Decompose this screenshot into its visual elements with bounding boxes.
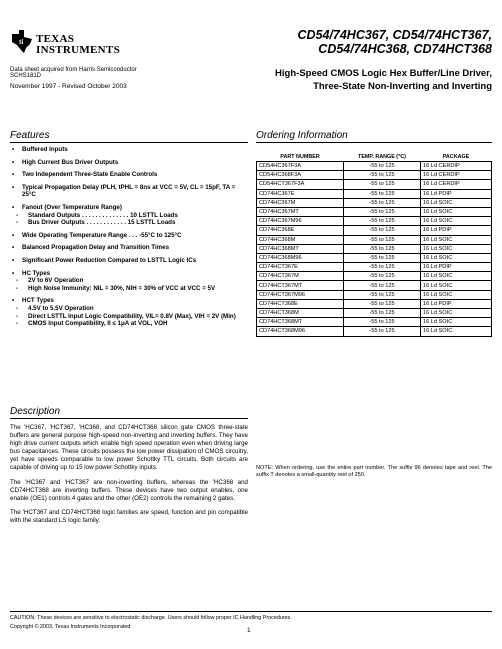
table-row (257, 253, 492, 262)
feature-subitem-text: 4.5V to 5.5V Operation (28, 304, 94, 312)
texas-state-icon (10, 28, 36, 54)
part-number-cell: CD74HC367MT (257, 207, 344, 216)
features-heading: Features (10, 130, 50, 141)
package-cell: 16 Ld SOIC (421, 290, 492, 299)
package-cell: 16 Ld SOIC (421, 272, 492, 281)
ordering-heading: Ordering Information (256, 130, 348, 141)
temp-range-cell: -55 to 125 (344, 189, 421, 198)
package-cell: 16 Ld SOIC (421, 217, 492, 226)
feature-item: • Significant Power Reduction Compared to LSTTL Logic ICs (10, 257, 248, 265)
part-number-cell: CD54HC367F3A (257, 162, 344, 171)
feature-subitem (10, 305, 248, 313)
table-row (257, 309, 492, 318)
features-rule (10, 142, 248, 143)
package-cell: 16 Ld CERDIP (421, 180, 492, 189)
temp-range-cell: -55 to 125 (344, 263, 421, 272)
brand-texas: TEXAS (36, 33, 75, 45)
revision-date: November 1997 - Revised October 2003 (10, 83, 127, 90)
column-header-package: PACKAGE (421, 144, 492, 162)
table-row (257, 281, 492, 290)
part-number-cell: CD54HCT367F3A (257, 180, 344, 189)
temp-range-cell: -55 to 125 (344, 207, 421, 216)
table-row (257, 327, 492, 336)
temp-range-cell: -55 to 125 (344, 198, 421, 207)
package-cell: 16 Ld SOIC (421, 198, 492, 207)
feature-subitem-text: Standard Outputs . . . . . . . . . . . . . . 10 LSTTL Loads (28, 211, 178, 219)
description-paragraph: The 'HCT367 and CD74HCT368 logic families are speed, function and pin compatible with the standard LS logic family. (10, 508, 248, 524)
package-cell: 16 Ld SOIC (421, 281, 492, 290)
page-number: 1 (247, 627, 251, 634)
temp-range-cell: -55 to 125 (344, 253, 421, 262)
table-row (257, 235, 492, 244)
feature-item: • Balanced Propagation Delay and Transition Times (10, 244, 248, 252)
temp-range-cell: -55 to 125 (344, 162, 421, 171)
temp-range-cell: -55 to 125 (344, 299, 421, 308)
feature-subitem (10, 219, 248, 227)
package-cell: 16 Ld SOIC (421, 327, 492, 336)
feature-subitem-text: High Noise Immunity: NIL = 30%, NIH = 30% of VCC at VCC = 5V (28, 284, 216, 292)
table-row (257, 299, 492, 308)
feature-subitem-text: Direct LSTTL Input Logic Compatibility, VIL= 0.8V (Max), VIH = 2V (Min) (28, 312, 236, 320)
part-number-cell: CD74HC368M96 (257, 253, 344, 262)
dash-bullet: - (16, 284, 19, 292)
footer-rule (10, 611, 492, 612)
description-body (10, 424, 248, 531)
description-paragraph: The 'HC367, 'HCT367, 'HC368, and CD74HCT368 silicon gate CMOS three-state buffers are general purpose high-speed non-inverting and inverting buffers. They have high drive current outputs which enable high speed operation even when driving large bus capacitances. These circuits possess the low power dissipation of CMOS circuitry, yet have speeds comparable to low power Schottky TTL circuits. Both circuits are capable of driving up to 15 low power Schottky inputs. (10, 424, 248, 472)
texas-instruments-logo (10, 28, 120, 62)
table-row (257, 244, 492, 253)
part-number-cell: CD74HC367M96 (257, 217, 344, 226)
ordering-rule (256, 142, 492, 143)
temp-range-cell: -55 to 125 (344, 235, 421, 244)
feature-subitem (10, 320, 248, 328)
package-cell: 16 Ld SOIC (421, 207, 492, 216)
table-row (257, 162, 492, 171)
temp-range-cell: -55 to 125 (344, 217, 421, 226)
temp-range-cell: -55 to 125 (344, 226, 421, 235)
temp-range-cell: -55 to 125 (344, 290, 421, 299)
temp-range-cell: -55 to 125 (344, 171, 421, 180)
package-cell: 16 Ld PDIP (421, 226, 492, 235)
feature-item: • High Current Bus Driver Outputs (10, 159, 248, 167)
document-title-line2: CD54/74HC368, CD74HCT368 (318, 42, 492, 56)
feature-item: • HC Types (10, 270, 248, 278)
temp-range-cell: -55 to 125 (344, 309, 421, 318)
package-cell: 16 Ld SOIC (421, 253, 492, 262)
part-number-cell: CD74HCT367M96 (257, 290, 344, 299)
feature-item: • Wide Operating Temperature Range . . . -55°C to 125°C (10, 232, 248, 240)
part-number-cell: CD74HC368MT (257, 244, 344, 253)
feature-item: • Fanout (Over Temperature Range) (10, 204, 248, 212)
brand-instruments: INSTRUMENTS (36, 44, 120, 56)
part-number-cell: CD74HCT367MT (257, 281, 344, 290)
part-number-cell: CD74HCT367M (257, 272, 344, 281)
table-row (257, 180, 492, 189)
part-number-cell: CD74HC367E (257, 189, 344, 198)
svg-text:ti: ti (19, 38, 24, 46)
feature-subitem-text: Bus Driver Outputs . . . . . . . . . . . . 15 LSTTL Loads (28, 219, 176, 227)
ordering-table (256, 144, 492, 337)
package-cell: 16 Ld PDIP (421, 189, 492, 198)
feature-subitem-text: 2V to 6V Operation (28, 277, 84, 285)
feature-subitem (10, 285, 248, 293)
dash-bullet: - (16, 277, 19, 285)
description-heading: Description (10, 406, 61, 417)
caution-notice: CAUTION: These devices are sensitive to electrostatic discharge. Users should follow proper IC Handling Procedures. (10, 615, 292, 621)
dash-bullet: - (16, 312, 19, 320)
feature-item: • HCT Types (10, 297, 248, 305)
temp-range-cell: -55 to 125 (344, 244, 421, 253)
feature-subitems (10, 212, 248, 227)
document-subtitle-line1: High-Speed CMOS Logic Hex Buffer/Line Driver, (275, 68, 492, 79)
package-cell: 16 Ld SOIC (421, 244, 492, 253)
document-number: SCHS181D (10, 73, 42, 79)
feature-item: • Buffered Inputs (10, 146, 248, 154)
table-row (257, 318, 492, 327)
feature-subitems (10, 277, 248, 292)
dash-bullet: - (16, 320, 19, 328)
table-row (257, 198, 492, 207)
table-row (257, 171, 492, 180)
acquired-note: Data sheet acquired from Harris Semiconductor (10, 67, 137, 73)
table-row (257, 263, 492, 272)
feature-subitem-text: CMOS Input Compatibility, II ≤ 1μA at VOL, VOH (28, 320, 168, 328)
feature-item: • Typical Propagation Delay tPLH, tPHL = 8ns at VCC = 5V, CL = 15pF, TA = 25°C (10, 184, 248, 199)
table-row (257, 290, 492, 299)
table-row (257, 217, 492, 226)
package-cell: 16 Ld SOIC (421, 235, 492, 244)
temp-range-cell: -55 to 125 (344, 272, 421, 281)
package-cell: 16 Ld PDIP (421, 263, 492, 272)
description-paragraph: The 'HC367 and 'HCT367 are non-inverting buffers, whereas the 'HC368 and CD74HCT368 are inverting buffers. These devices have two output enables, one enable (OE1) controls 4 gates and the other (OE2) controls the remaining 2 gates. (10, 478, 248, 502)
part-number-cell: CD74HCT368M (257, 309, 344, 318)
package-cell: 16 Ld CERDIP (421, 162, 492, 171)
column-header-temp-range: TEMP. RANGE (°C) (344, 144, 421, 162)
features-list (10, 146, 248, 333)
feature-subitem (10, 277, 248, 285)
temp-range-cell: -55 to 125 (344, 281, 421, 290)
feature-item: • Two Independent Three-State Enable Controls (10, 171, 248, 179)
table-row (257, 189, 492, 198)
package-cell: 16 Ld PDIP (421, 299, 492, 308)
part-number-cell: CD74HCT368M96 (257, 327, 344, 336)
ordering-note: NOTE: When ordering, use the entire part number. The suffix 96 denotes tape and reel. The suffix T denotes a small-quantity reel of 250. (256, 465, 492, 478)
column-header-part-number: PART NUMBER (257, 144, 344, 162)
table-row (257, 272, 492, 281)
part-number-cell: CD74HC368E (257, 226, 344, 235)
copyright-notice: Copyright © 2003, Texas Instruments Incorporated (10, 624, 131, 630)
dash-bullet: - (16, 219, 19, 227)
table-row (257, 207, 492, 216)
temp-range-cell: -55 to 125 (344, 180, 421, 189)
temp-range-cell: -55 to 125 (344, 318, 421, 327)
document-subtitle-line2: Three-State Non-Inverting and Inverting (313, 81, 492, 92)
description-rule (10, 418, 248, 419)
package-cell: 16 Ld SOIC (421, 309, 492, 318)
table-row (257, 226, 492, 235)
package-cell: 16 Ld CERDIP (421, 171, 492, 180)
document-title-line1: CD54/74HC367, CD54/74HCT367, (297, 28, 492, 42)
feature-subitem (10, 313, 248, 321)
part-number-cell: CD74HCT367E (257, 263, 344, 272)
part-number-cell: CD74HC368M (257, 235, 344, 244)
part-number-cell: CD74HCT368E (257, 299, 344, 308)
part-number-cell: CD74HC367M (257, 198, 344, 207)
feature-subitem (10, 212, 248, 220)
package-cell: 16 Ld SOIC (421, 318, 492, 327)
feature-subitems (10, 305, 248, 328)
part-number-cell: CD74HCT368MT (257, 318, 344, 327)
table-header-row (257, 144, 492, 162)
dash-bullet: - (16, 304, 19, 312)
dash-bullet: - (16, 211, 19, 219)
temp-range-cell: -55 to 125 (344, 327, 421, 336)
part-number-cell: CD54HC368F3A (257, 171, 344, 180)
